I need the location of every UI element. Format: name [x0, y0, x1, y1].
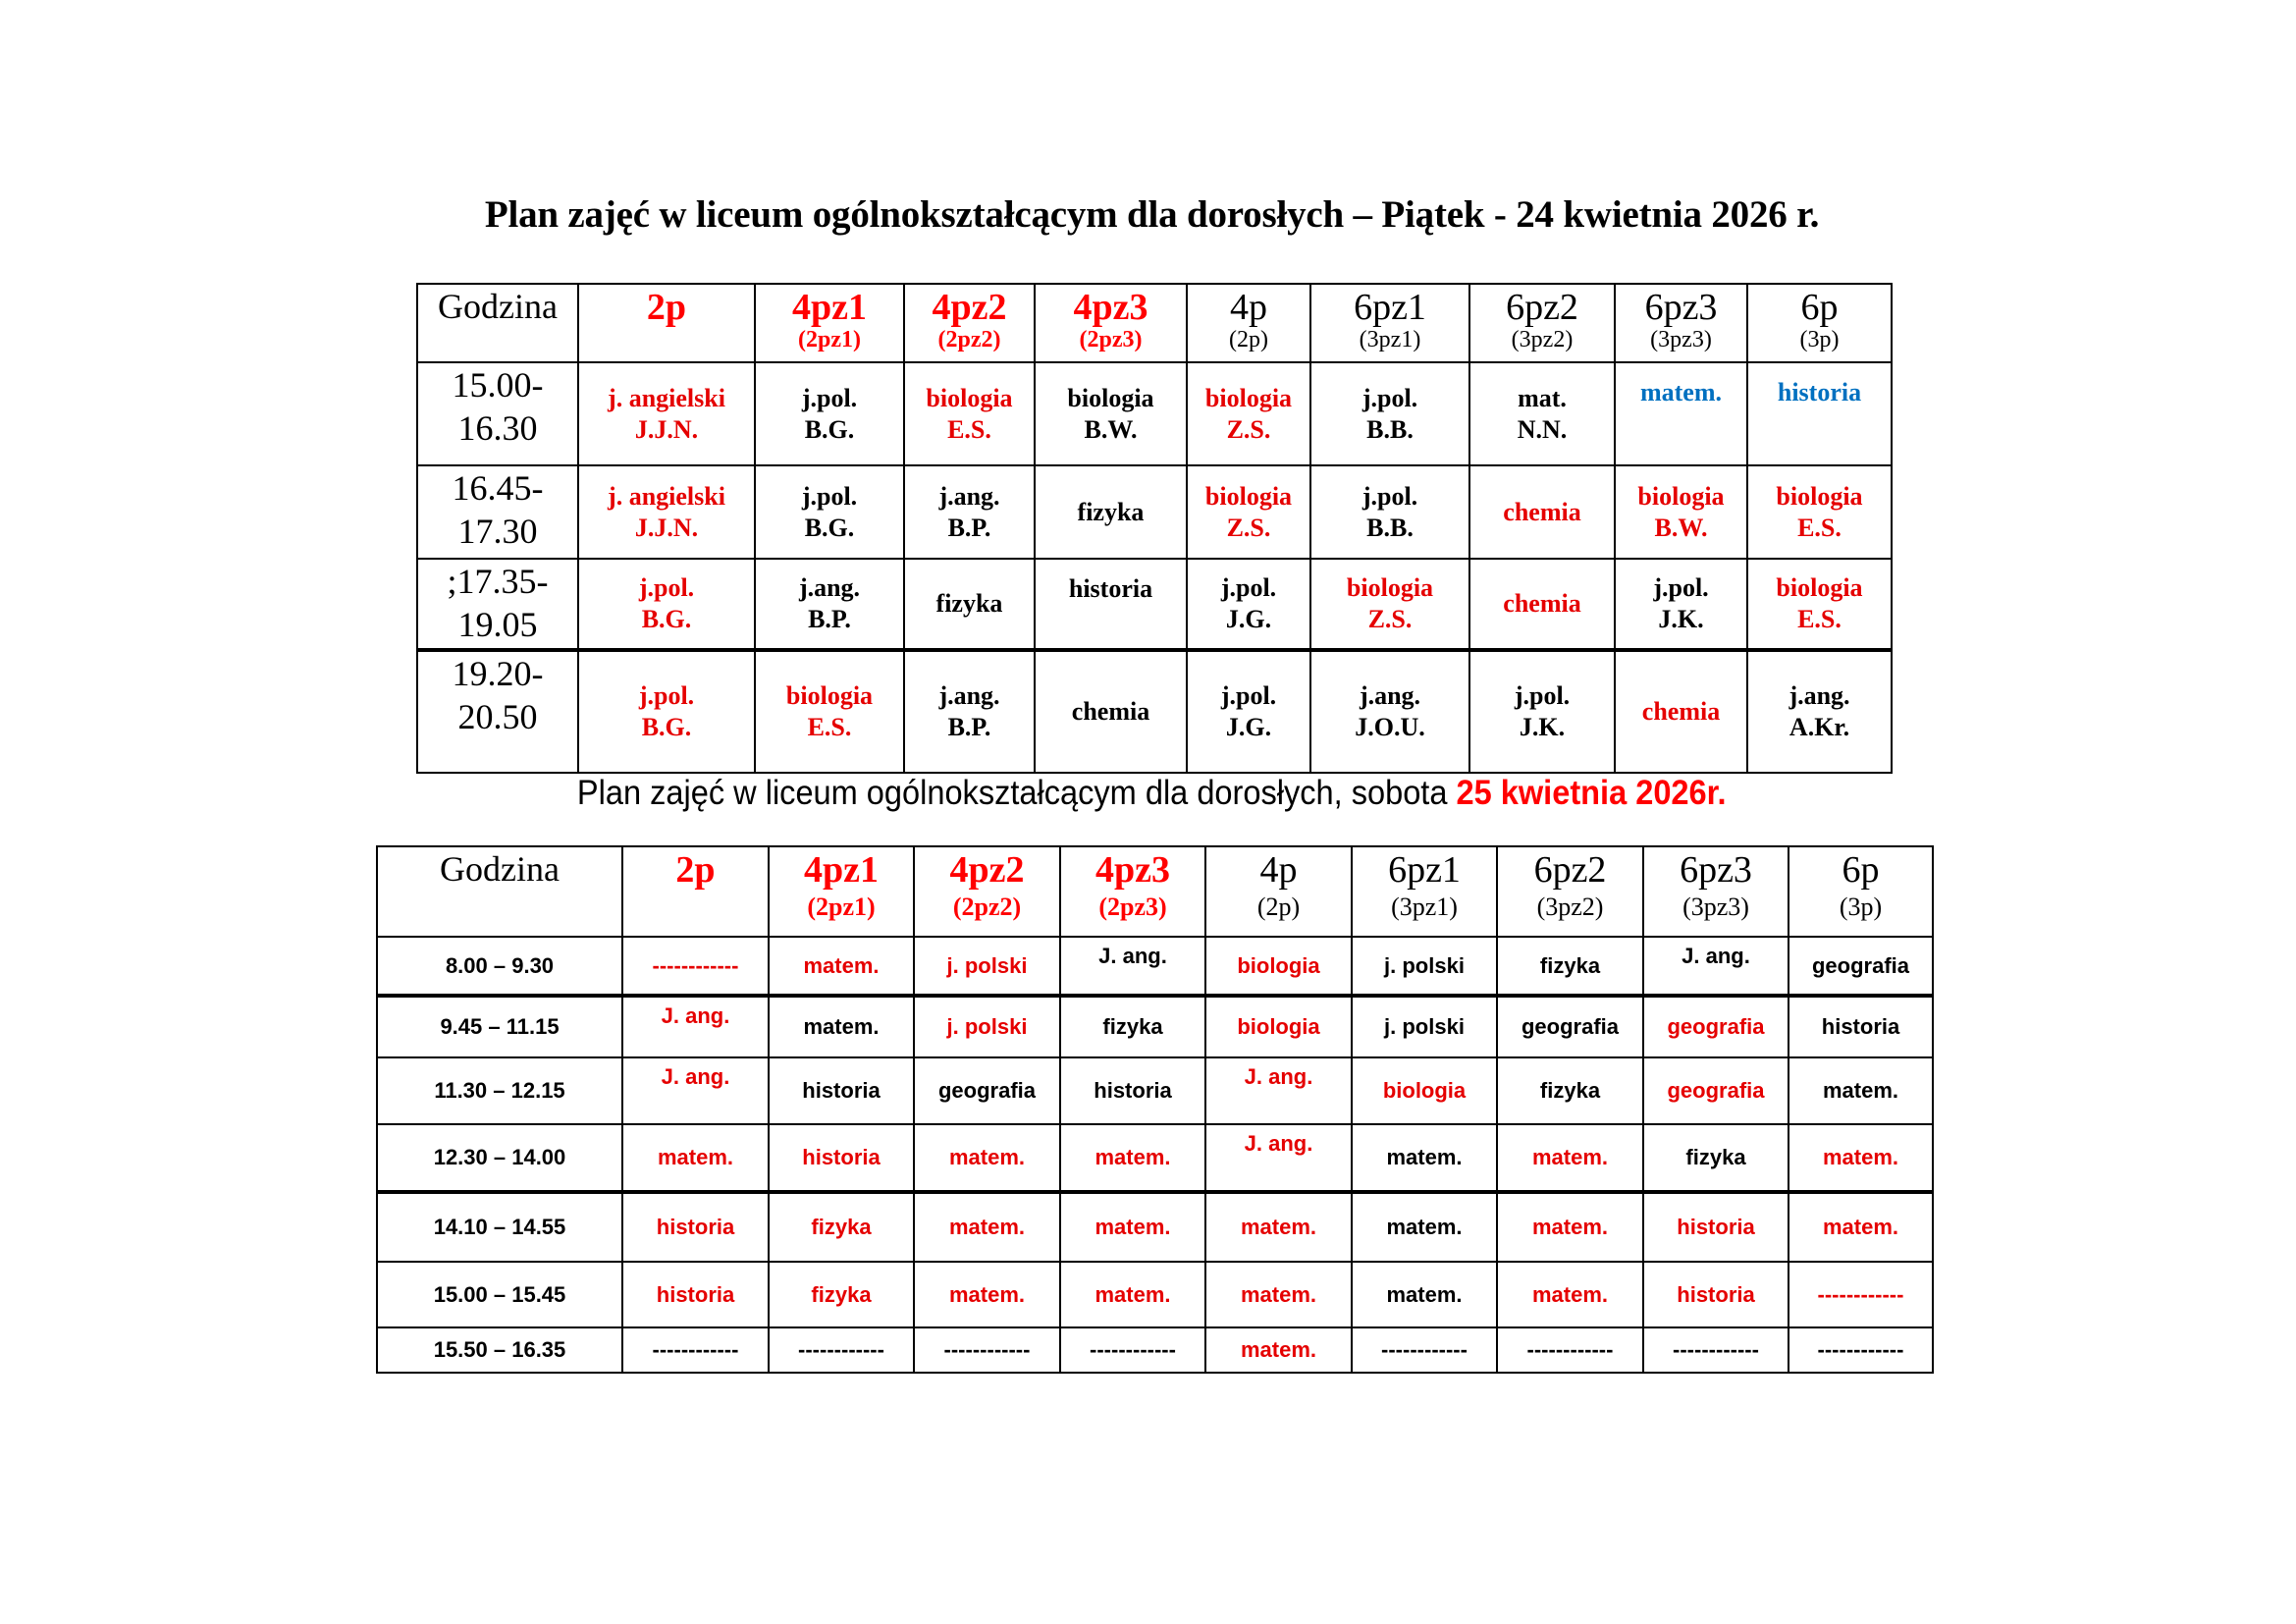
table-row [417, 362, 1892, 465]
lesson-cell [1469, 465, 1615, 559]
lesson-cell: historia [622, 1262, 769, 1327]
lesson-cell: ------------ [1352, 1327, 1497, 1373]
subject-label: j.ang. [938, 681, 1000, 710]
time-end: 17.30 [457, 512, 538, 551]
lesson-cell: matem. [1060, 1124, 1205, 1192]
time-slot-cell [417, 465, 578, 559]
column-header-4p [1205, 846, 1352, 937]
column-header-subclass: (2pz3) [1098, 893, 1167, 921]
column-header-4pz2 [914, 846, 1060, 937]
teacher-initials: E.S. [1797, 605, 1842, 633]
teacher-initials: J.G. [1225, 713, 1272, 741]
lesson-cell: matem. [1789, 1057, 1933, 1124]
teacher-initials: Z.S. [1226, 513, 1271, 542]
subject-label: fizyka [1077, 497, 1145, 526]
lesson-cell: fizyka [1643, 1124, 1789, 1192]
lesson-cell: biologia [1205, 996, 1352, 1057]
lesson-cell: geografia [1643, 1057, 1789, 1124]
column-header-class: 6pz1 [1354, 287, 1426, 328]
teacher-initials: N.N. [1517, 414, 1568, 444]
subject-label: j.pol. [1362, 481, 1418, 511]
lesson-cell: matem. [914, 1124, 1060, 1192]
lesson-cell [904, 465, 1035, 559]
lesson-cell [1310, 559, 1469, 650]
subject-label: biologia [1204, 383, 1293, 412]
column-header-class: 4p [1259, 849, 1298, 891]
lesson-cell: geografia [1497, 996, 1643, 1057]
subject-label: biologia [1346, 573, 1434, 602]
lesson-cell: matem. [1497, 1192, 1643, 1262]
teacher-initials: E.S. [1797, 513, 1842, 542]
time-slot-cell [417, 362, 578, 465]
lesson-cell: matem. [914, 1192, 1060, 1262]
column-header-subclass: (2p) [1229, 327, 1268, 352]
time-slot-cell [417, 559, 578, 650]
lesson-cell: historia [1789, 996, 1933, 1057]
lesson-cell: matem. [1205, 1192, 1352, 1262]
column-header-class: 6p [1800, 287, 1839, 328]
teacher-initials: E.S. [807, 713, 852, 741]
subject-label: j.ang. [798, 573, 861, 602]
header-row [377, 846, 1933, 937]
column-header-subclass: (3pz2) [1511, 327, 1574, 352]
lesson-cell: fizyka [1497, 937, 1643, 996]
column-header-class: 6pz3 [1644, 287, 1718, 328]
lesson-cell [1615, 559, 1747, 650]
lesson-cell: matem. [1060, 1262, 1205, 1327]
table-row [377, 1057, 1933, 1124]
column-header-6pz2 [1497, 846, 1643, 937]
subject-label: j.pol. [801, 383, 858, 412]
subject-label: biologia [1776, 481, 1863, 511]
lesson-cell: biologia [1205, 937, 1352, 996]
column-header-class: 4pz2 [949, 849, 1025, 891]
lesson-cell [1035, 650, 1187, 773]
lesson-cell [1187, 650, 1310, 773]
subject-label: biologia [926, 383, 1013, 412]
subject-label: chemia [1503, 589, 1581, 618]
column-header-subclass: (2pz1) [798, 327, 861, 352]
table-row [377, 1124, 1933, 1192]
lesson-cell [1747, 559, 1892, 650]
time-start: 19.20- [452, 654, 544, 693]
column-header-class: 6pz3 [1680, 849, 1752, 891]
lesson-cell: matem. [769, 937, 914, 996]
teacher-initials: Z.S. [1367, 605, 1413, 633]
column-header-class: 2p [675, 849, 716, 891]
subject-label: j.pol. [1653, 573, 1709, 602]
column-header-class: 4p [1230, 287, 1267, 328]
column-header-4pz1 [755, 284, 904, 362]
lesson-cell: historia [622, 1192, 769, 1262]
subject-label: j.pol. [638, 573, 695, 602]
teacher-initials: Z.S. [1226, 414, 1271, 444]
lesson-cell: J. ang. [1060, 937, 1205, 996]
lesson-cell: J. ang. [622, 996, 769, 1057]
subject-label: biologia [1204, 481, 1293, 511]
table-row [377, 937, 1933, 996]
subject-label: chemia [1503, 497, 1581, 526]
column-header-4pz3 [1035, 284, 1187, 362]
lesson-cell [1615, 362, 1747, 465]
subject-label: j.pol. [1220, 681, 1277, 710]
friday-schedule-table [416, 283, 1893, 774]
lesson-cell [578, 465, 755, 559]
column-header-subclass: (2p) [1256, 893, 1301, 921]
time-start: 16.45- [452, 468, 544, 508]
subject-label: historia [1068, 574, 1153, 603]
lesson-cell: J. ang. [1205, 1124, 1352, 1192]
subject-label: j. angielski [608, 383, 725, 412]
lesson-cell: ------------ [622, 1327, 769, 1373]
column-header-class: 4pz3 [1073, 287, 1148, 328]
time-slot-cell: 8.00 – 9.30 [377, 937, 622, 996]
time-end: 20.50 [457, 697, 538, 736]
subject-label: chemia [1071, 697, 1150, 726]
lesson-cell: geografia [1643, 996, 1789, 1057]
subject-label: chemia [1641, 697, 1721, 726]
column-header-subclass: (3pz3) [1650, 327, 1712, 352]
lesson-cell [755, 559, 904, 650]
lesson-cell: ------------ [622, 937, 769, 996]
lesson-cell [1310, 650, 1469, 773]
subject-label: j.pol. [638, 681, 695, 710]
lesson-cell [1035, 362, 1187, 465]
lesson-cell [1747, 650, 1892, 773]
lesson-cell: historia [1060, 1057, 1205, 1124]
table-row [377, 996, 1933, 1057]
time-slot-cell: 15.00 – 15.45 [377, 1262, 622, 1327]
lesson-cell [904, 362, 1035, 465]
column-header-6pz3 [1643, 846, 1789, 937]
teacher-initials: J.J.N. [634, 414, 699, 444]
lesson-cell: matem. [1352, 1192, 1497, 1262]
table-row [417, 465, 1892, 559]
lesson-cell [1187, 465, 1310, 559]
saturday-title-date: 25 kwietnia 2026r. [1456, 774, 1727, 812]
column-header-4pz2 [904, 284, 1035, 362]
lesson-cell: J. ang. [1205, 1057, 1352, 1124]
table-row [377, 1262, 1933, 1327]
column-header-time: Godzina [377, 846, 622, 937]
lesson-cell [1469, 362, 1615, 465]
lesson-cell: ------------ [1497, 1327, 1643, 1373]
lesson-cell: fizyka [769, 1192, 914, 1262]
lesson-cell: j. polski [914, 996, 1060, 1057]
lesson-cell [1615, 465, 1747, 559]
column-header-2p [622, 846, 769, 937]
lesson-cell: ------------ [769, 1327, 914, 1373]
friday-schedule-title: Plan zajęć w liceum ogólnokształcącym dla dorosłych – Piątek - 24 kwietnia 2026 r. [484, 193, 1820, 236]
lesson-cell: matem. [1497, 1262, 1643, 1327]
subject-label: j. angielski [608, 481, 725, 511]
teacher-initials: J.K. [1658, 605, 1704, 633]
lesson-cell: geografia [914, 1057, 1060, 1124]
lesson-cell: ------------ [914, 1327, 1060, 1373]
subject-label: biologia [1776, 573, 1863, 602]
teacher-initials: J.K. [1519, 713, 1566, 741]
lesson-cell [1187, 559, 1310, 650]
lesson-cell: matem. [769, 996, 914, 1057]
column-header-6p [1789, 846, 1933, 937]
lesson-cell [904, 559, 1035, 650]
lesson-cell [578, 362, 755, 465]
column-header-class: 6pz2 [1506, 287, 1578, 328]
column-header-subclass: (3p) [1839, 893, 1883, 921]
subject-label: matem. [1639, 378, 1722, 406]
lesson-cell [1187, 362, 1310, 465]
lesson-cell: matem. [1205, 1262, 1352, 1327]
column-header-subclass: (3pz3) [1682, 893, 1749, 921]
teacher-initials: B.P. [947, 513, 991, 542]
teacher-initials: J.G. [1225, 605, 1272, 633]
time-slot-cell: 9.45 – 11.15 [377, 996, 622, 1057]
lesson-cell: matem. [1060, 1192, 1205, 1262]
lesson-cell: biologia [1352, 1057, 1497, 1124]
subject-label: biologia [785, 681, 874, 710]
subject-label: j.pol. [801, 481, 858, 511]
lesson-cell: ------------ [1789, 1327, 1933, 1373]
lesson-cell: j. polski [914, 937, 1060, 996]
teacher-initials: B.G. [641, 713, 692, 741]
table-row [377, 1192, 1933, 1262]
lesson-cell: matem. [1789, 1124, 1933, 1192]
time-slot-cell: 12.30 – 14.00 [377, 1124, 622, 1192]
lesson-cell [1035, 559, 1187, 650]
saturday-schedule-table [376, 845, 1934, 1374]
column-header-class: 6p [1842, 849, 1880, 891]
time-slot-cell: 11.30 – 12.15 [377, 1057, 622, 1124]
column-header-class: 4pz2 [932, 287, 1007, 328]
subject-label: biologia [1067, 383, 1154, 412]
lesson-cell [755, 362, 904, 465]
column-header-class: 4pz1 [804, 849, 879, 891]
teacher-initials: B.P. [808, 605, 851, 633]
column-header-subclass: (3pz1) [1359, 327, 1421, 352]
lesson-cell: historia [769, 1057, 914, 1124]
column-header-class: 6pz1 [1388, 849, 1461, 891]
lesson-cell: matem. [1352, 1262, 1497, 1327]
column-header-6pz3 [1615, 284, 1747, 362]
lesson-cell [904, 650, 1035, 773]
lesson-cell: J. ang. [622, 1057, 769, 1124]
subject-label: fizyka [935, 589, 1003, 618]
lesson-cell [1747, 362, 1892, 465]
subject-label: mat. [1518, 383, 1567, 412]
column-header-6pz2 [1469, 284, 1615, 362]
column-header-subclass: (2pz2) [952, 893, 1022, 921]
time-start: ;17.35- [447, 562, 549, 601]
lesson-cell: matem. [1205, 1327, 1352, 1373]
lesson-cell: j. polski [1352, 996, 1497, 1057]
lesson-cell: matem. [914, 1262, 1060, 1327]
subject-label: j.ang. [1359, 681, 1421, 710]
table-row [417, 559, 1892, 650]
lesson-cell: historia [1643, 1192, 1789, 1262]
lesson-cell: fizyka [1060, 996, 1205, 1057]
lesson-cell [1747, 465, 1892, 559]
teacher-initials: B.G. [641, 605, 692, 633]
subject-label: historia [1777, 378, 1862, 406]
time-slot-cell [417, 650, 578, 773]
teacher-initials: E.S. [947, 414, 991, 444]
teacher-initials: B.B. [1366, 513, 1414, 542]
header-row [417, 284, 1892, 362]
lesson-cell: ------------ [1643, 1327, 1789, 1373]
lesson-cell: matem. [622, 1124, 769, 1192]
teacher-initials: J.O.U. [1355, 713, 1425, 741]
lesson-cell [755, 465, 904, 559]
teacher-initials: B.W. [1084, 414, 1138, 444]
lesson-cell [1035, 465, 1187, 559]
lesson-cell [1469, 650, 1615, 773]
column-header-4pz3 [1060, 846, 1205, 937]
time-end: 19.05 [457, 605, 538, 644]
teacher-initials: B.P. [947, 713, 991, 741]
lesson-cell: geografia [1789, 937, 1933, 996]
lesson-cell: ------------ [1789, 1262, 1933, 1327]
saturday-title-text: Plan zajęć w liceum ogólnokształcącym dla dorosłych, sobota [576, 774, 1457, 812]
time-slot-cell: 15.50 – 16.35 [377, 1327, 622, 1373]
column-header-4p [1187, 284, 1310, 362]
column-header-6p [1747, 284, 1892, 362]
table-row [377, 1327, 1933, 1373]
time-end: 16.30 [457, 408, 538, 448]
lesson-cell [755, 650, 904, 773]
lesson-cell [1310, 362, 1469, 465]
subject-label: j.pol. [1362, 383, 1418, 412]
time-slot-cell: 14.10 – 14.55 [377, 1192, 622, 1262]
saturday-schedule-title [80, 774, 2219, 819]
column-header-subclass: (3pz2) [1536, 893, 1604, 921]
lesson-cell: matem. [1497, 1124, 1643, 1192]
lesson-cell: j. polski [1352, 937, 1497, 996]
lesson-cell: historia [1643, 1262, 1789, 1327]
lesson-cell: matem. [1352, 1124, 1497, 1192]
column-header-class: 6pz2 [1533, 849, 1607, 891]
teacher-initials: B.G. [804, 513, 855, 542]
lesson-cell: ------------ [1060, 1327, 1205, 1373]
subject-label: biologia [1637, 481, 1725, 511]
teacher-initials: B.W. [1654, 513, 1708, 542]
subject-label: j.ang. [938, 481, 1000, 511]
column-header-class: 4pz1 [792, 287, 867, 328]
lesson-cell: J. ang. [1643, 937, 1789, 996]
column-header-2p [578, 284, 755, 362]
column-header-subclass: (2pz1) [807, 893, 876, 921]
teacher-initials: A.Kr. [1789, 713, 1850, 741]
subject-label: j.pol. [1220, 573, 1277, 602]
teacher-initials: B.G. [804, 414, 855, 444]
time-start: 15.00- [452, 365, 544, 405]
lesson-cell [578, 559, 755, 650]
column-header-time: Godzina [417, 284, 578, 362]
lesson-cell [578, 650, 755, 773]
column-header-subclass: (2pz2) [937, 327, 1001, 352]
lesson-cell [1469, 559, 1615, 650]
lesson-cell: historia [769, 1124, 914, 1192]
column-header-subclass: (3pz1) [1391, 893, 1458, 921]
column-header-6pz1 [1310, 284, 1469, 362]
lesson-cell [1615, 650, 1747, 773]
column-header-class: 2p [646, 287, 687, 328]
column-header-6pz1 [1352, 846, 1497, 937]
column-header-class: 4pz3 [1095, 849, 1170, 891]
teacher-initials: B.B. [1366, 414, 1414, 444]
subject-label: j.pol. [1514, 681, 1571, 710]
table-row [417, 650, 1892, 773]
lesson-cell: matem. [1789, 1192, 1933, 1262]
column-header-subclass: (2pz3) [1079, 327, 1143, 352]
column-header-subclass: (3p) [1799, 327, 1840, 352]
lesson-cell: fizyka [1497, 1057, 1643, 1124]
lesson-cell [1310, 465, 1469, 559]
teacher-initials: J.J.N. [634, 513, 699, 542]
subject-label: j.ang. [1789, 681, 1850, 710]
lesson-cell: fizyka [769, 1262, 914, 1327]
column-header-4pz1 [769, 846, 914, 937]
